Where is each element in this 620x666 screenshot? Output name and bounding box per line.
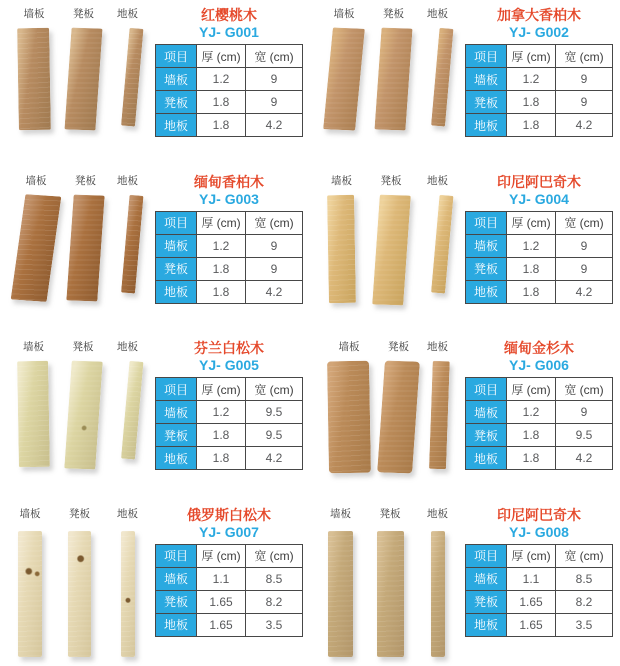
wall-board-label: 墙板 — [25, 174, 47, 187]
product-info — [148, 333, 310, 500]
wall-board-column — [328, 508, 353, 666]
bench-board-image — [377, 360, 420, 473]
spec-value: 4.2 — [556, 114, 613, 137]
floor-board-image — [431, 531, 445, 657]
spec-value: 1.65 — [507, 613, 556, 636]
wall-board-image — [17, 28, 51, 131]
bench-board-column — [68, 508, 91, 666]
spec-row-label: 墙板 — [156, 401, 197, 424]
spec-value: 1.8 — [197, 91, 246, 114]
product-info — [458, 500, 620, 666]
wall-board-label: 墙板 — [330, 507, 351, 520]
bench-board-column — [376, 175, 407, 334]
floor-board-image — [431, 28, 453, 127]
wall-board-image — [11, 194, 62, 302]
bench-board-label: 凳板 — [75, 174, 96, 187]
spec-value: 9 — [556, 257, 613, 280]
spec-value: 9 — [246, 68, 303, 91]
product-card-yj-g007 — [0, 500, 310, 666]
spec-header-item: 项目 — [466, 544, 507, 567]
spec-value: 1.8 — [507, 447, 556, 470]
product-name: 俄罗斯白松木 — [187, 506, 271, 523]
spec-header-thickness: 厚 (cm) — [507, 45, 556, 68]
spec-table — [155, 377, 303, 470]
product-name: 芬兰白松木 — [194, 340, 264, 356]
bench-board-column — [377, 508, 404, 666]
spec-header-width: 宽 (cm) — [556, 544, 613, 567]
spec-header-item: 项目 — [156, 378, 197, 401]
wall-board-column — [328, 175, 355, 334]
spec-row-label: 地板 — [466, 447, 507, 470]
floor-board-label: 地板 — [427, 174, 448, 187]
spec-value: 4.2 — [246, 114, 303, 137]
product-card-yj-g004 — [310, 167, 620, 334]
product-card-yj-g008 — [310, 500, 620, 666]
product-info — [458, 167, 620, 334]
floor-board-column — [117, 8, 138, 167]
spec-value: 4.2 — [556, 280, 613, 303]
wall-board-image — [18, 531, 42, 657]
product-name: 加拿大香柏木 — [497, 7, 581, 23]
spec-header-item: 项目 — [156, 45, 197, 68]
spec-value: 1.8 — [197, 257, 246, 280]
spec-header-width: 宽 (cm) — [246, 211, 303, 234]
spec-header-item: 项目 — [156, 544, 197, 567]
floor-board-image — [121, 361, 143, 460]
floor-board-label: 地板 — [427, 8, 448, 20]
floor-board-image — [121, 194, 143, 293]
bench-board-column — [381, 341, 416, 500]
product-code: YJ- G001 — [199, 24, 259, 40]
spec-value: 1.2 — [197, 68, 246, 91]
spec-value: 9 — [556, 91, 613, 114]
spec-value: 8.2 — [556, 590, 613, 613]
spec-row-label: 凳板 — [156, 590, 197, 613]
spec-value: 1.2 — [507, 68, 556, 91]
floor-board-column — [427, 508, 448, 666]
spec-row-label: 墙板 — [466, 68, 507, 91]
product-card-yj-g006 — [310, 333, 620, 500]
floor-board-column — [427, 341, 448, 500]
wall-board-image — [327, 361, 371, 474]
spec-header-width: 宽 (cm) — [556, 378, 613, 401]
wall-board-image — [327, 194, 356, 302]
bench-board-label: 凳板 — [69, 507, 90, 520]
product-name: 缅甸金杉木 — [504, 340, 574, 356]
spec-row-label: 墙板 — [466, 234, 507, 257]
product-info — [148, 167, 310, 334]
product-photo — [0, 167, 148, 334]
spec-header-width: 宽 (cm) — [246, 45, 303, 68]
spec-table — [465, 44, 613, 137]
wall-board-column — [18, 8, 50, 167]
spec-value: 3.5 — [246, 613, 303, 636]
spec-header-width: 宽 (cm) — [556, 211, 613, 234]
spec-value: 9 — [246, 257, 303, 280]
wall-board-image — [17, 361, 50, 468]
bench-board-column — [378, 8, 409, 167]
floor-board-column — [427, 175, 448, 334]
spec-value: 9 — [556, 68, 613, 91]
product-info — [148, 0, 310, 167]
bench-board-label: 凳板 — [383, 8, 404, 20]
spec-value: 1.8 — [507, 424, 556, 447]
spec-value: 8.5 — [246, 567, 303, 590]
wall-board-label: 墙板 — [331, 174, 352, 187]
spec-row-label: 凳板 — [466, 257, 507, 280]
spec-header-item: 项目 — [466, 378, 507, 401]
spec-header-width: 宽 (cm) — [246, 378, 303, 401]
spec-value: 1.2 — [197, 234, 246, 257]
spec-value: 1.65 — [197, 613, 246, 636]
bench-board-label: 凳板 — [379, 507, 401, 520]
spec-value: 9 — [556, 401, 613, 424]
spec-value: 1.8 — [507, 257, 556, 280]
spec-value: 9 — [556, 234, 613, 257]
bench-board-label: 凳板 — [72, 341, 94, 353]
product-code: YJ- G003 — [199, 190, 259, 207]
spec-value: 9.5 — [246, 401, 303, 424]
spec-table — [155, 44, 303, 137]
spec-header-item: 项目 — [156, 211, 197, 234]
spec-table — [465, 544, 613, 637]
spec-value: 1.2 — [507, 234, 556, 257]
spec-value: 1.8 — [507, 91, 556, 114]
spec-value: 4.2 — [246, 447, 303, 470]
spec-value: 1.8 — [197, 280, 246, 303]
floor-board-column — [117, 508, 138, 666]
spec-table — [155, 544, 303, 637]
product-code: YJ- G004 — [509, 190, 569, 207]
product-photo — [310, 333, 458, 500]
product-card-yj-g005 — [0, 333, 310, 500]
product-name: 红樱桃木 — [201, 7, 257, 23]
wall-board-column — [328, 341, 370, 500]
spec-header-item: 项目 — [466, 211, 507, 234]
spec-value: 4.2 — [246, 280, 303, 303]
wall-board-image — [323, 27, 365, 130]
spec-value: 9 — [246, 91, 303, 114]
spec-value: 8.5 — [556, 567, 613, 590]
product-info — [148, 500, 310, 666]
spec-row-label: 凳板 — [466, 590, 507, 613]
spec-header-thickness: 厚 (cm) — [197, 544, 246, 567]
spec-row-label: 墙板 — [466, 567, 507, 590]
product-photo — [310, 0, 458, 167]
floor-board-label: 地板 — [117, 507, 138, 520]
spec-value: 9 — [246, 234, 303, 257]
spec-value: 1.8 — [197, 114, 246, 137]
spec-row-label: 墙板 — [156, 234, 197, 257]
wall-board-label: 墙板 — [23, 341, 44, 353]
product-photo — [0, 333, 148, 500]
spec-value: 1.8 — [507, 114, 556, 137]
spec-row-label: 地板 — [466, 114, 507, 137]
spec-value: 1.1 — [507, 567, 556, 590]
spec-row-label: 凳板 — [156, 424, 197, 447]
floor-board-label: 地板 — [427, 507, 448, 520]
wall-board-label: 墙板 — [19, 507, 41, 520]
product-photo — [0, 0, 148, 167]
spec-header-thickness: 厚 (cm) — [507, 378, 556, 401]
spec-row-label: 地板 — [156, 447, 197, 470]
spec-table — [465, 211, 613, 304]
product-code: YJ- G008 — [509, 523, 569, 540]
spec-table — [155, 211, 303, 304]
spec-row-label: 凳板 — [156, 91, 197, 114]
bench-board-image — [68, 531, 91, 657]
spec-value: 1.2 — [197, 401, 246, 424]
wall-board-column — [18, 175, 54, 334]
spec-header-thickness: 厚 (cm) — [507, 211, 556, 234]
product-name: 印尼阿巴奇木 — [497, 506, 581, 523]
bench-board-image — [372, 194, 411, 305]
product-info — [458, 333, 620, 500]
product-card-yj-g001 — [0, 0, 310, 167]
bench-board-image — [64, 361, 103, 470]
product-photo — [0, 500, 148, 666]
product-code: YJ- G002 — [509, 24, 569, 40]
floor-board-label: 地板 — [427, 341, 448, 353]
floor-board-label: 地板 — [117, 341, 138, 353]
spec-header-thickness: 厚 (cm) — [507, 544, 556, 567]
bench-board-image — [374, 28, 412, 131]
product-name: 缅甸香柏木 — [194, 173, 264, 190]
bench-board-column — [68, 341, 99, 500]
product-name: 印尼阿巴奇木 — [497, 173, 581, 190]
bench-board-column — [68, 8, 99, 167]
spec-value: 9.5 — [556, 424, 613, 447]
spec-row-label: 墙板 — [156, 68, 197, 91]
floor-board-label: 地板 — [117, 8, 138, 20]
floor-board-image — [429, 361, 450, 470]
floor-board-image — [121, 28, 143, 127]
spec-value: 1.8 — [197, 447, 246, 470]
spec-row-label: 墙板 — [156, 567, 197, 590]
wall-board-label: 墙板 — [333, 8, 355, 20]
floor-board-label: 地板 — [117, 174, 138, 187]
floor-board-column — [427, 8, 448, 167]
spec-header-thickness: 厚 (cm) — [197, 378, 246, 401]
spec-value: 1.65 — [197, 590, 246, 613]
spec-value: 8.2 — [246, 590, 303, 613]
product-photo — [310, 167, 458, 334]
wall-board-column — [328, 8, 360, 167]
bench-board-label: 凳板 — [73, 8, 94, 20]
product-info — [458, 0, 620, 167]
spec-header-item: 项目 — [466, 45, 507, 68]
floor-board-image — [121, 531, 135, 657]
wall-board-column — [18, 508, 42, 666]
spec-value: 1.8 — [197, 424, 246, 447]
bench-board-image — [66, 194, 104, 301]
spec-row-label: 凳板 — [466, 424, 507, 447]
spec-row-label: 凳板 — [466, 91, 507, 114]
product-code: YJ- G006 — [509, 357, 569, 373]
wall-board-label: 墙板 — [23, 8, 45, 20]
spec-row-label: 地板 — [156, 114, 197, 137]
product-card-yj-g002 — [310, 0, 620, 167]
spec-value: 1.65 — [507, 590, 556, 613]
floor-board-image — [431, 194, 453, 293]
spec-row-label: 墙板 — [466, 401, 507, 424]
bench-board-image — [377, 531, 404, 657]
spec-value: 4.2 — [556, 447, 613, 470]
spec-row-label: 地板 — [466, 613, 507, 636]
spec-value: 3.5 — [556, 613, 613, 636]
product-photo — [310, 500, 458, 666]
spec-row-label: 地板 — [156, 280, 197, 303]
bench-board-column — [70, 175, 101, 334]
wall-board-image — [328, 531, 353, 657]
spec-table — [465, 377, 613, 470]
spec-value: 1.8 — [507, 280, 556, 303]
bench-board-image — [64, 28, 102, 131]
floor-board-column — [117, 341, 138, 500]
bench-board-label: 凳板 — [388, 341, 409, 353]
bench-board-label: 凳板 — [380, 174, 402, 187]
product-card-yj-g003 — [0, 167, 310, 334]
spec-header-thickness: 厚 (cm) — [197, 45, 246, 68]
floor-board-column — [117, 175, 138, 334]
spec-value: 1.1 — [197, 567, 246, 590]
product-code: YJ- G005 — [199, 357, 259, 373]
wall-board-column — [18, 341, 49, 500]
product-code: YJ- G007 — [199, 523, 259, 540]
spec-header-width: 宽 (cm) — [246, 544, 303, 567]
spec-row-label: 凳板 — [156, 257, 197, 280]
wall-board-label: 墙板 — [338, 341, 360, 353]
spec-value: 1.2 — [507, 401, 556, 424]
spec-value: 9.5 — [246, 424, 303, 447]
spec-row-label: 地板 — [466, 280, 507, 303]
spec-row-label: 地板 — [156, 613, 197, 636]
spec-header-width: 宽 (cm) — [556, 45, 613, 68]
spec-header-thickness: 厚 (cm) — [197, 211, 246, 234]
